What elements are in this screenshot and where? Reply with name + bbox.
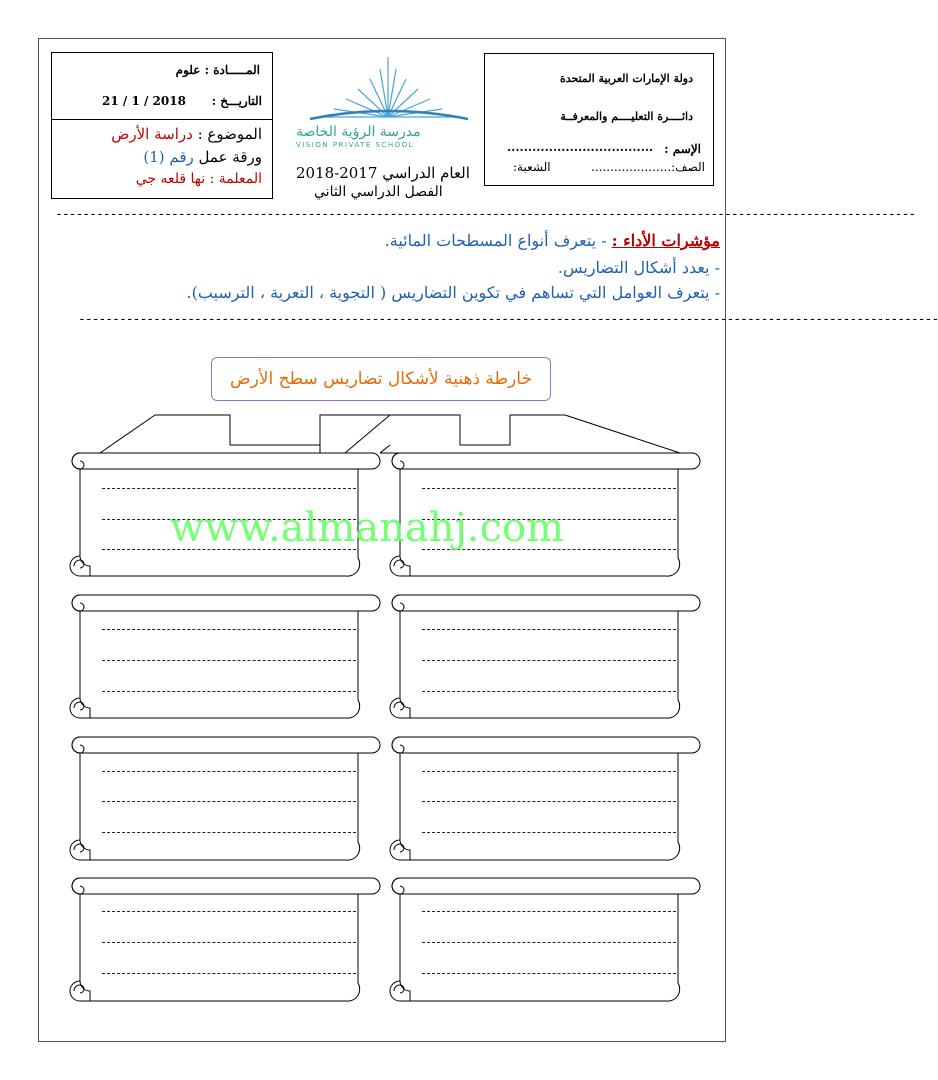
- indicators-row-1: [385, 231, 720, 250]
- answer-line[interactable]: [422, 911, 676, 912]
- answer-line[interactable]: [422, 488, 676, 489]
- scroll-right-3: [386, 736, 704, 864]
- indicator-1: - يتعرف أنواع المسطحات المائية.: [384, 231, 607, 250]
- school-logo-icon: [300, 55, 480, 125]
- topic-value: دراسة الأرض: [111, 125, 193, 143]
- semester: الفصل الدراسي الثاني: [314, 184, 443, 200]
- class-label: الصف:.....................: [591, 160, 705, 174]
- subject-value: علوم: [175, 63, 201, 77]
- worksheet-row: [143, 148, 262, 166]
- left-arrow-head: [100, 415, 155, 445]
- left-connector: [155, 415, 390, 445]
- answer-line[interactable]: [102, 488, 356, 489]
- worksheet-value: رقم (1): [143, 148, 194, 166]
- scroll-left-3: [66, 736, 384, 864]
- answer-line[interactable]: [102, 973, 356, 974]
- worksheet-label: ورقة عمل: [198, 148, 262, 166]
- scroll-right-4: [386, 877, 704, 1005]
- header-right-box: [484, 53, 714, 186]
- logo-english-text: VISION PRIVATE SCHOOL: [296, 141, 415, 149]
- mind-map-title-box: [211, 357, 551, 401]
- separator-bottom: ------------------------------------------------------------------------------------------------------------------------------: [78, 312, 938, 327]
- section-label: الشعبة:: [513, 160, 551, 174]
- answer-line[interactable]: [102, 832, 356, 833]
- topic-label: الموضوع :: [197, 125, 262, 143]
- subject-label: المـــــادة :: [204, 63, 260, 77]
- indicator-2: - يعدد أشكال التضاريس.: [557, 258, 720, 277]
- answer-line[interactable]: [422, 691, 676, 692]
- indicator-3: - يتعرف العوامل التي تساهم في تكوين التضاريس ( التجوية ، التعرية ، الترسيب).: [186, 283, 720, 302]
- answer-line[interactable]: [422, 832, 676, 833]
- right-connector: [390, 415, 565, 445]
- department-name: دائــــرة التعليــــم والمعرفــة: [560, 110, 693, 123]
- answer-line[interactable]: [422, 942, 676, 943]
- answer-line[interactable]: [422, 973, 676, 974]
- answer-line[interactable]: [422, 801, 676, 802]
- answer-line[interactable]: [102, 911, 356, 912]
- name-dots: ...................................: [507, 140, 654, 154]
- answer-line[interactable]: [102, 771, 356, 772]
- country-name: دولة الإمارات العربية المتحدة: [559, 72, 693, 85]
- answer-line[interactable]: [102, 691, 356, 692]
- answer-line[interactable]: [422, 771, 676, 772]
- answer-line[interactable]: [102, 660, 356, 661]
- mind-map-title: خارطة ذهنية لأشكال تضاريس سطح الأرض: [230, 369, 532, 389]
- watermark-text: www.almanahj.com: [170, 505, 565, 551]
- topic-row: [111, 125, 262, 143]
- header-left-box: [51, 52, 273, 199]
- mind-map-connectors: [80, 405, 700, 455]
- scroll-left-4: [66, 877, 384, 1005]
- subject-row: [176, 63, 260, 77]
- date-label: التاريـــخ :: [211, 94, 262, 108]
- academic-year: العام الدراسي 2017-2018: [296, 164, 470, 182]
- teacher-name: المعلمة : نها قلعه جي: [135, 171, 262, 187]
- answer-line[interactable]: [422, 629, 676, 630]
- answer-line[interactable]: [102, 801, 356, 802]
- logo-arabic-text: مدرسة الرؤية الخاصة: [296, 124, 421, 140]
- box-divider: [52, 119, 272, 120]
- answer-line[interactable]: [102, 629, 356, 630]
- answer-line[interactable]: [102, 942, 356, 943]
- scroll-left-2: [66, 594, 384, 722]
- separator-top: ------------------------------------------------------------------------------------------------------------------------------: [55, 207, 916, 222]
- indicators-label: مؤشرات الأداء :: [611, 231, 720, 250]
- date-value: 21 / 1 / 2018: [102, 94, 186, 108]
- name-label: الإسم :: [664, 142, 701, 156]
- scroll-right-2: [386, 594, 704, 722]
- answer-line[interactable]: [422, 660, 676, 661]
